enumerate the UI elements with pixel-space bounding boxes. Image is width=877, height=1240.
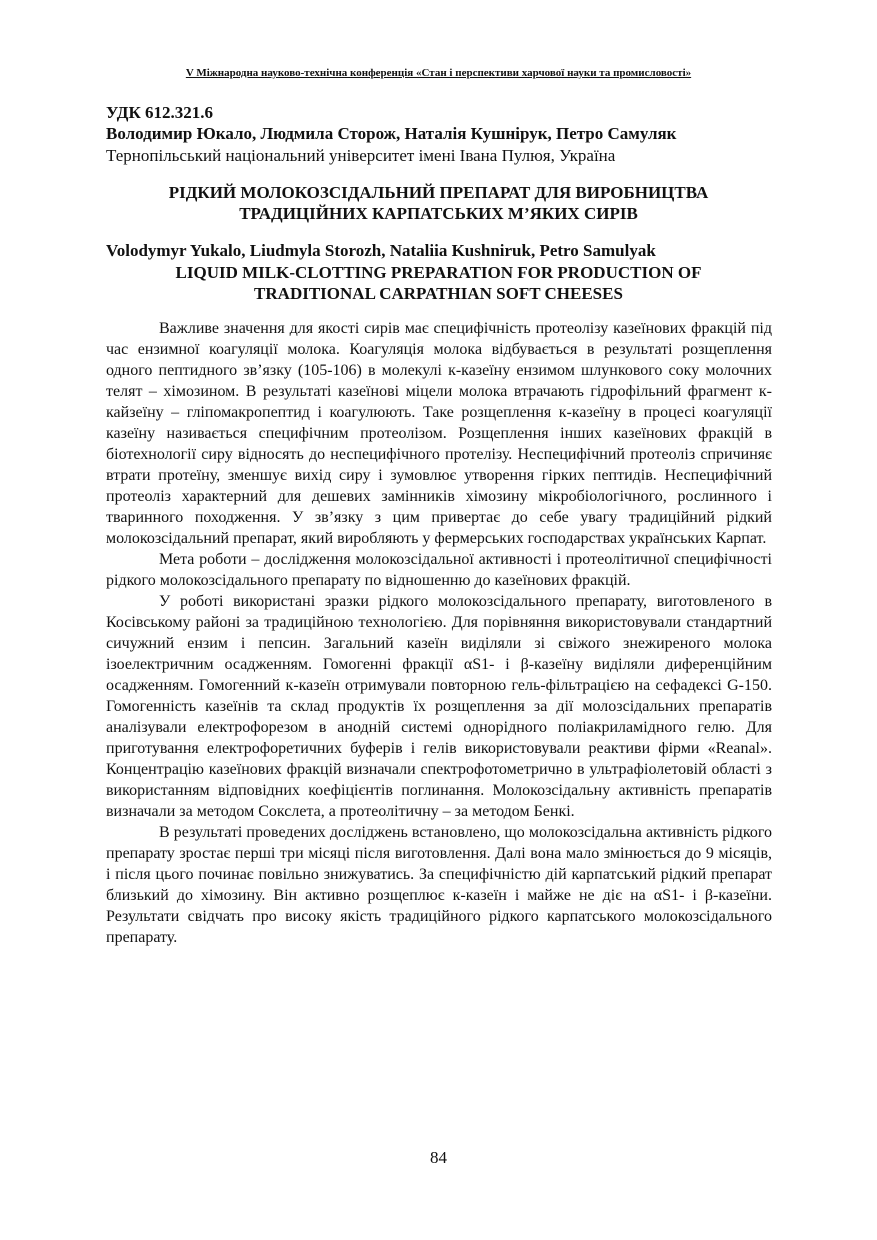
paragraph-aim: Мета роботи – дослідження молокозсідальної активності і протеолітичної специфічності рідкого молокозсідального препарату по відношенню до казеїнових фракцій. — [106, 551, 772, 589]
title-ukrainian — [0, 182, 877, 224]
paragraph-intro: Важливе значення для якості сирів має специфічність протеолізу казеїнових фракцій під час ензимної коагуляції молока. Коагуляція молока відбувається в результаті розщеплення одного пептидного зв’язку (105-106) в молекулі к-казеїну ензимом шлункового соку молочних телят – хімозином. В результаті казеїнові міцели молока втрачають гідрофільний фрагмент к-кайзеїну – гліпомакропептид і коагулюють. Таке розщеплення к-казеїну в процесі коагуляції казеїну називається специфічним протеолізом. Розщеплення інших казеїнових фракцій в біотехнології сиру відносять до неспецифічного протелізу. Неспецифічний протеоліз спричиняє втрати протеїну, зменшує вихід сиру і зумовлює утворення гірких пептидів. Неспецифічний протеоліз характерний для дешевих замінників хімозину мікробіологічного, рослинного і тваринного походження. У зв’язку з цим привертає до себе увагу традиційний рідкий молокозсідальний препарат, який виробляють у фермерських господарствах українських Карпат. — [106, 320, 772, 547]
affiliation: Тернопільський національний університет імені Івана Пулюя, Україна — [106, 146, 616, 165]
udc-code: УДК 612.321.6 — [106, 103, 214, 122]
paragraph-methods: У роботі використані зразки рідкого молокозсідального препарату, виготовленого в Косівському районі за традиційною технологією. Для порівняння використовували стандартний сичужний ензим і пепсин. Загальний казеїн виділяли зі свіжого знежиреного молока ізоелектричним осадженням. Гомогенні фракції αS1- і β-казеїну виділяли диференційним осадженням. Гомогенний к-казеїн отримували повторною гель-фільтрацією на сефадексі G-150. Гомогенність казеїнів та склад продуктів їх розщеплення за дії молозсідальних препаратів аналізували електрофорезом в анодній системі однорідного поліакриламідного гелю. Для приготування електрофоретичних буферів і гелів використовували реактиви фірми «Reanal». Концентрацію казеїнових фракцій визначали спектрофотометрично в ультрафіолетовій області з використанням відповідних коефіцієнтів поглинання. Молокозсідальну активність препаратів визначали за методом Сокслета, а протеолітичну – за методом Бенкі. — [106, 593, 772, 820]
paragraph-results: В результаті проведених досліджень встановлено, що молокозсідальна активність рідкого препарату зростає перші три місяці після виготовлення. Далі вона мало змінюється до 9 місяців, і після цього починає повільно знижуватись. За специфічністю дій карпатський рідкий препарат близький до хімозину. Він активно розщеплює к-казеїн і майже не діє на αS1- і β-казеїни. Результати свідчать про високу якість традиційного рідкого карпатського молокозсідального препарату. — [106, 824, 772, 946]
title-english-line-2: TRADITIONAL CARPATHIAN SOFT CHEESES — [254, 284, 623, 303]
authors-english: Volodymyr Yukalo, Liudmyla Storozh, Nataliia Kushniruk, Petro Samulyak — [106, 241, 656, 260]
abstract-body — [106, 318, 772, 948]
title-english-line-1: LIQUID MILK-CLOTTING PREPARATION FOR PRODUCTION OF — [175, 263, 702, 282]
title-english — [0, 262, 877, 304]
title-ukrainian-line-2: ТРАДИЦІЙНИХ КАРПАТСЬКИХ М’ЯКИХ СИРІВ — [239, 204, 638, 223]
authors-ukrainian: Володимир Юкало, Людмила Сторож, Наталія Кушнірук, Петро Самуляк — [106, 124, 677, 143]
conference-header: V Міжнародна науково-технічна конференція «Стан і перспективи харчової науки та промисловості» — [185, 67, 692, 79]
title-ukrainian-line-1: РІДКИЙ МОЛОКОЗСІДАЛЬНИЙ ПРЕПАРАТ ДЛЯ ВИРОБНИЦТВА — [168, 183, 709, 202]
page-number: 84 — [430, 1148, 447, 1167]
